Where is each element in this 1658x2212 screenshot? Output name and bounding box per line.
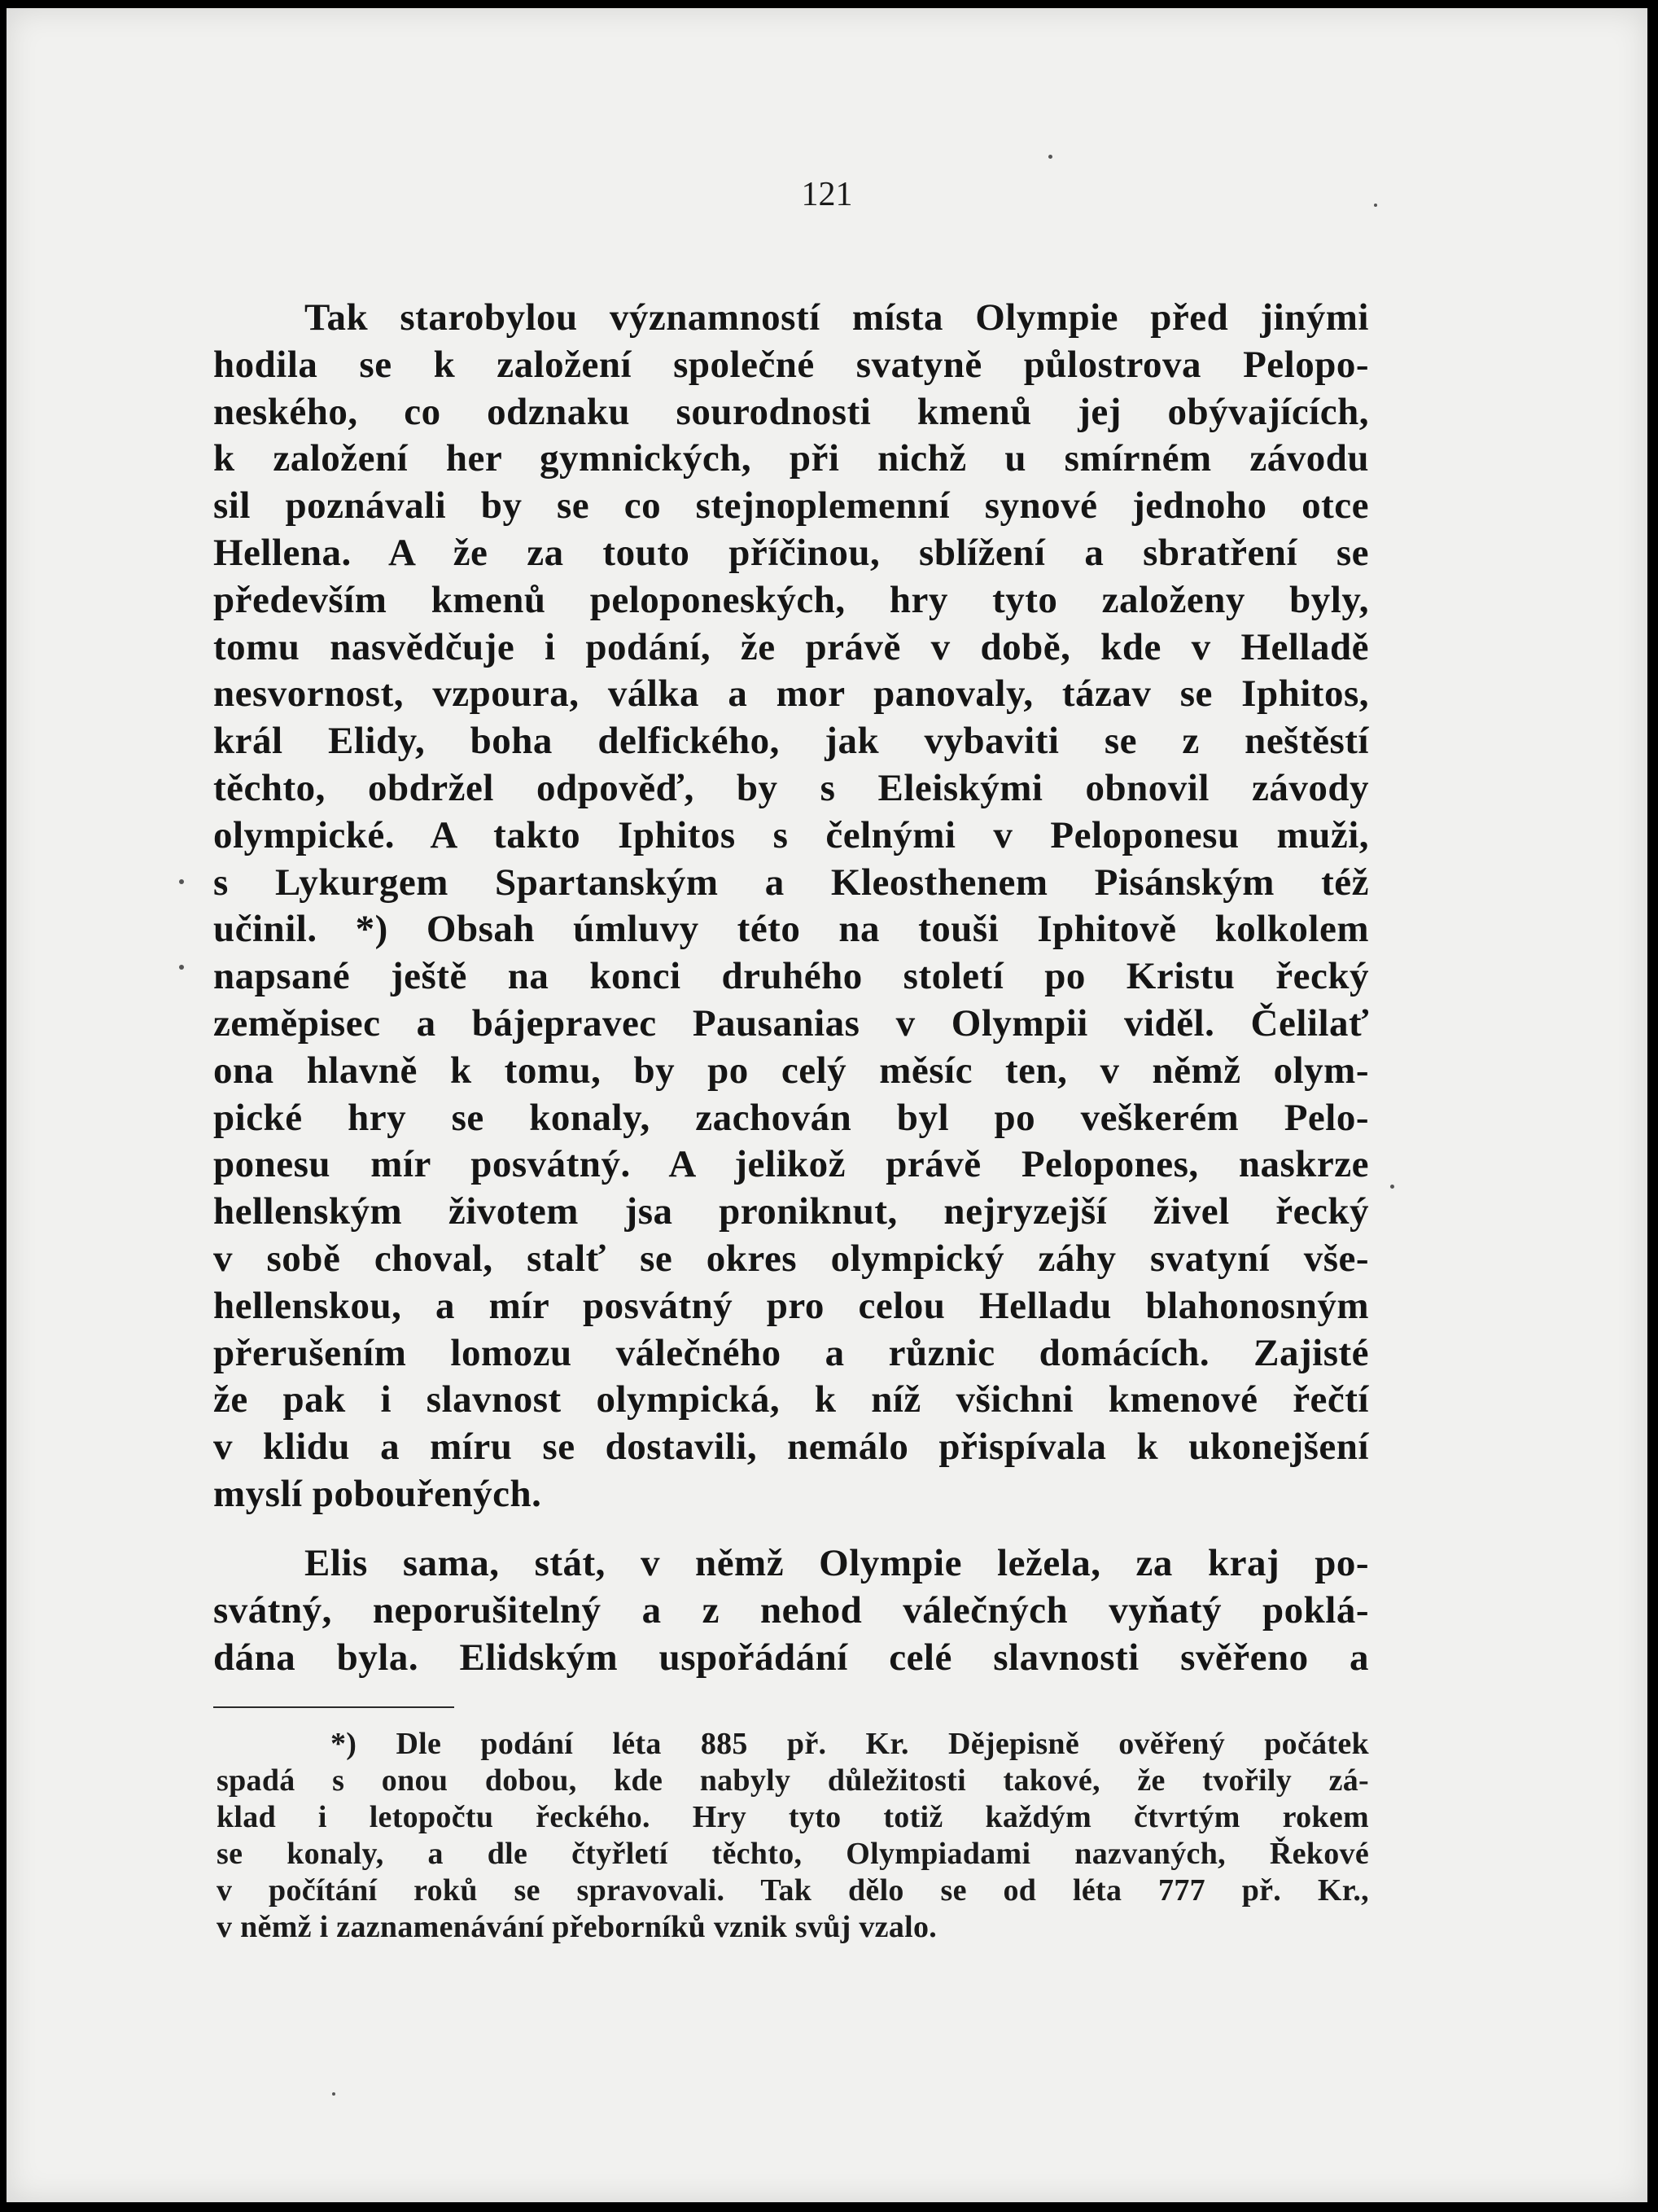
text-line: v klidu a míru se dostavili, nemálo přispívala k ukonejšení <box>213 1426 1369 1469</box>
text-line: přerušením lomozu válečného a různic domácích. Zajisté <box>213 1331 1369 1374</box>
footnote <box>217 1726 1369 1946</box>
footnote-line: *) Dle podání léta 885 př. Kr. Dějepisně ověřený počátek <box>330 1727 1369 1761</box>
text-line: těchto, obdržel odpověď, by s Eleiskými obnovil závody <box>213 766 1369 809</box>
text-line: král Elidy, boha delfického, jak vybaviti se z neštěstí <box>213 720 1369 763</box>
text-line: olympické. A takto Iphitos s čelnými v Peloponesu muži, <box>213 813 1369 856</box>
text-line: svátný, neporušitelný a z nehod válečných vyňatý poklá- <box>213 1588 1369 1632</box>
text-line: že pak i slavnost olympická, k níž všichni kmenové řečtí <box>213 1378 1369 1421</box>
footnote-line: v počítání roků se spravovali. Tak dělo se od léta 777 př. Kr., <box>217 1873 1369 1908</box>
text-line: Elis sama, stát, v němž Olympie ležela, za kraj po- <box>304 1542 1369 1584</box>
print-speck <box>1390 1185 1394 1189</box>
text-line: sil poznávali by se co stejnoplemenní synové jednoho otce <box>213 484 1369 528</box>
text-line: k založení her gymnických, při nichž u smírném závodu <box>213 437 1369 480</box>
text-line: hellenským životem jsa proniknut, nejryzejší živel řecký <box>213 1190 1369 1233</box>
text-line: Tak starobylou významností místa Olympie před jinými <box>304 296 1369 339</box>
text-line: v sobě choval, stalť se okres olympický záhy svatyní vše- <box>213 1237 1369 1280</box>
text-line: nesvornost, vzpoura, válka a mor panovaly, tázav se Iphitos, <box>213 672 1369 716</box>
text-line: s Lykurgem Spartanským a Kleosthenem Pisánským též <box>213 861 1369 904</box>
footnote-line: se konaly, a dle čtyřletí těchto, Olympiadami nazvaných, Řekové <box>217 1837 1369 1871</box>
text-line: ponesu mír posvátný. A jelikož právě Pelopones, naskrze <box>213 1143 1369 1186</box>
text-line: neského, co odznaku sourodnosti kmenů jej obývajících, <box>213 390 1369 433</box>
text-line: dána byla. Elidským uspořádání celé slavnosti svěřeno a <box>213 1636 1369 1679</box>
text-line: především kmenů peloponeských, hry tyto založeny byly, <box>213 578 1369 621</box>
text-line: hodila se k založení společné svatyně půlostrova Pelopo- <box>213 343 1369 386</box>
paragraph-2 <box>213 1540 1369 1681</box>
print-speck <box>1048 155 1052 159</box>
print-speck <box>179 965 184 970</box>
text-line: hellenskou, a mír posvátný pro celou Helladu blahonosným <box>213 1284 1369 1327</box>
print-speck <box>332 2092 335 2096</box>
footnote-line: klad i letopočtu řeckého. Hry tyto totiž každým čtvrtým rokem <box>217 1800 1369 1834</box>
text-line: Hellena. A že za touto příčinou, sblížení a sbratření se <box>213 531 1369 574</box>
footnote-divider <box>213 1706 454 1708</box>
book-page <box>7 8 1647 2202</box>
text-line: napsané ještě na konci druhého století po Kristu řecký <box>213 955 1369 998</box>
text-line: učinil. *) Obsah úmluvy této na touši Iphitově kolkolem <box>213 908 1369 951</box>
text-line: pické hry se konaly, zachován byl po veškerém Pelo- <box>213 1096 1369 1139</box>
print-speck <box>179 879 184 884</box>
page-number: 121 <box>801 176 853 213</box>
text-line: zeměpisec a bájepravec Pausanias v Olympii viděl. Čelilať <box>213 1001 1369 1045</box>
text-line: ona hlavně k tomu, by po celý měsíc ten, v němž olym- <box>213 1049 1369 1092</box>
text-line: myslí pobouřených. <box>213 1472 542 1515</box>
footnote-line: spadá s onou dobou, kde nabyly důležitosti takové, že tvořily zá- <box>217 1763 1369 1798</box>
paragraph-1 <box>213 295 1369 1518</box>
text-line: tomu nasvědčuje i podání, že právě v době, kde v Helladě <box>213 625 1369 668</box>
print-speck <box>1374 204 1377 207</box>
footnote-line: v němž i zaznamenávání přeborníků vznik svůj vzalo. <box>217 1910 938 1944</box>
